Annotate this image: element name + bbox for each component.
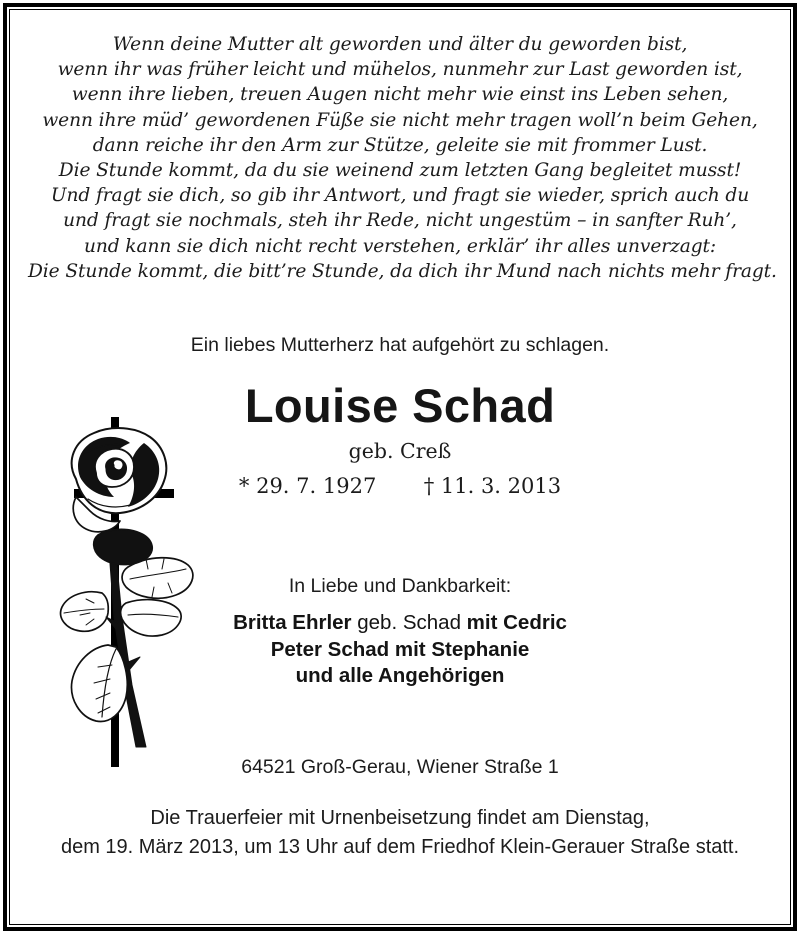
service-details bbox=[10, 780, 790, 862]
border-gap bbox=[7, 7, 793, 927]
survivors-list bbox=[10, 598, 790, 690]
poem-line: Die Stunde kommt, da du sie weinend zum letzten Gang begleitet musst! bbox=[58, 160, 742, 182]
life-dates bbox=[10, 464, 790, 500]
address-line: 64521 Groß-Gerau, Wiener Straße 1 bbox=[241, 755, 559, 778]
maiden-name: geb. Creß bbox=[348, 439, 452, 464]
dedication-line: In Liebe und Dankbarkeit: bbox=[288, 575, 512, 598]
survivor-maiden: geb. Schad bbox=[351, 611, 467, 635]
poem-line: wenn ihr was früher leicht und mühelos, nunmehr zur Last geworden ist, bbox=[57, 59, 743, 81]
list-item bbox=[10, 637, 790, 664]
service-line: dem 19. März 2013, um 13 Uhr auf dem Friedhof Klein-Gerauer Straße statt. bbox=[60, 835, 740, 858]
survivor-partner: mit Cedric bbox=[466, 611, 567, 635]
poem-line: dann reiche ihr den Arm zur Stütze, geleite sie mit frommer Lust. bbox=[92, 134, 708, 156]
poem-line: und kann sie dich nicht recht verstehen, erklär’ ihr alles unverzagt: bbox=[83, 235, 717, 257]
outer-border bbox=[3, 3, 797, 931]
service-line: Die Trauerfeier mit Urnenbeisetzung findet am Dienstag, bbox=[150, 806, 650, 829]
poem-line: wenn ihre lieben, treuen Augen nicht mehr wie einst ins Leben sehen, bbox=[71, 84, 729, 106]
lead-line: Ein liebes Mutterherz hat aufgehört zu schlagen. bbox=[190, 334, 610, 357]
survivor-name: und alle Angehörigen bbox=[295, 664, 505, 688]
deceased-name: Louise Schad bbox=[244, 379, 556, 433]
inner-border bbox=[9, 9, 791, 925]
list-item bbox=[10, 663, 790, 690]
survivor-name: Britta Ehrler bbox=[233, 611, 352, 635]
poem-line: Und fragt sie dich, so gib ihr Antwort, und fragt sie wieder, sprich auch du bbox=[50, 185, 750, 207]
deceased-block bbox=[10, 357, 790, 500]
memorial-poem bbox=[10, 10, 790, 284]
poem-line: Die Stunde kommt, die bitt’re Stunde, da dich ihr Mund nach nichts mehr fragt. bbox=[28, 260, 777, 282]
survivor-name: Peter Schad mit Stephanie bbox=[270, 637, 530, 661]
poem-line: Wenn deine Mutter alt geworden und älter du geworden bist, bbox=[112, 34, 688, 55]
death-date: 11. 3. 2013 bbox=[440, 474, 562, 499]
death-symbol: † bbox=[423, 474, 435, 499]
list-item bbox=[10, 610, 790, 637]
poem-line: wenn ihre müd’ gewordenen Füße sie nicht mehr tragen woll’n beim Gehen, bbox=[42, 109, 758, 131]
birth-symbol: * bbox=[238, 474, 250, 499]
poem-line: und fragt sie nochmals, steh ihr Rede, nicht ungestüm – in sanfter Ruh’, bbox=[63, 210, 737, 232]
birth-date: 29. 7. 1927 bbox=[256, 474, 377, 499]
